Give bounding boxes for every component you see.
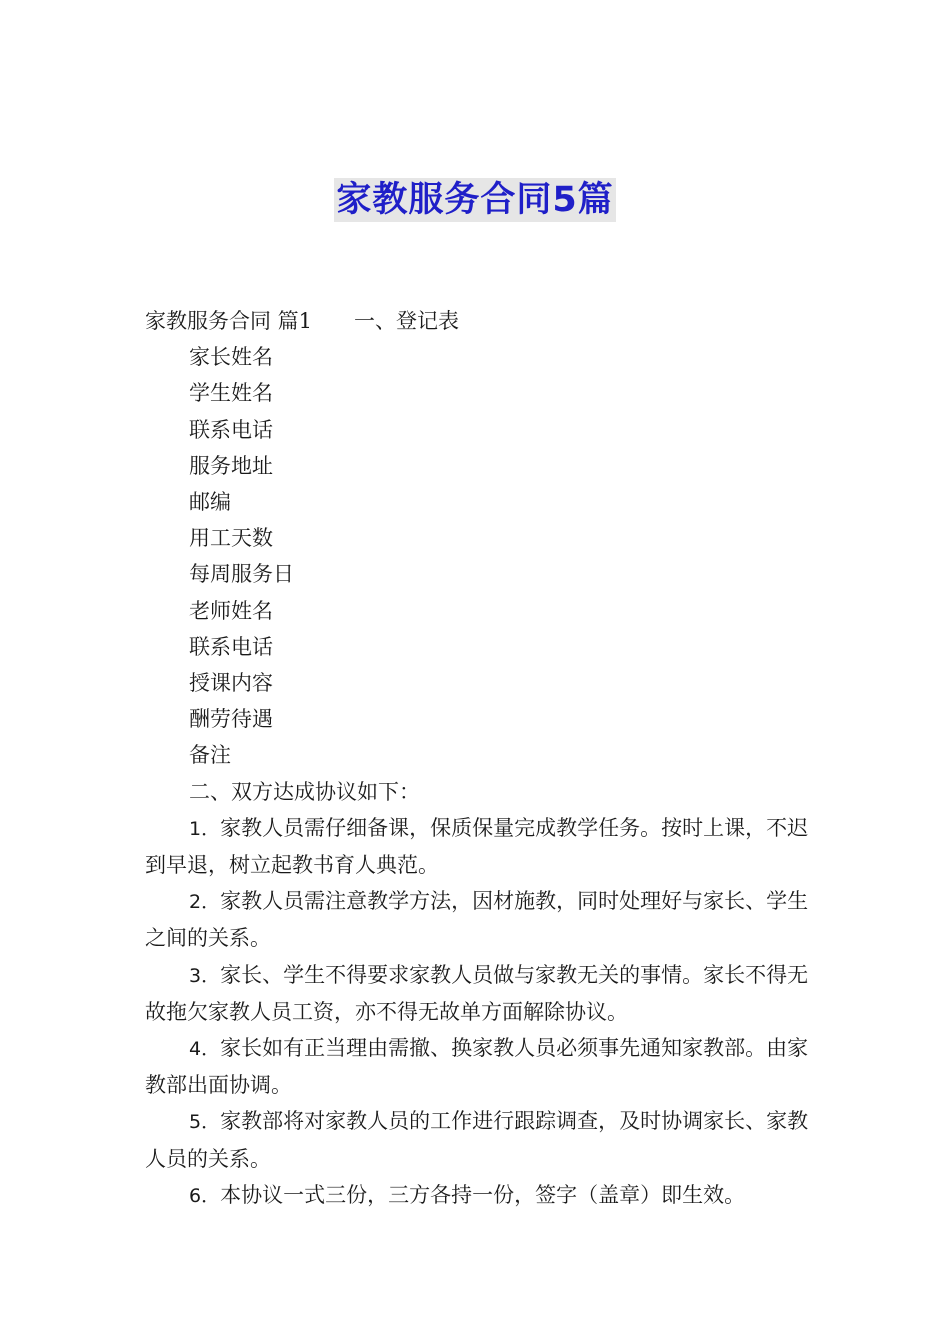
clause-paragraph — [145, 1177, 810, 1214]
clause-number: 5． — [189, 1111, 221, 1134]
clause-text: 本协议一式三份，三方各持一份，签字（盖章）即生效。 — [220, 1182, 746, 1207]
registration-field: 家长姓名 — [189, 345, 273, 370]
registration-field: 联系电话 — [189, 634, 273, 659]
clause-number: 1． — [189, 817, 221, 840]
registration-field: 学生姓名 — [189, 381, 273, 406]
registration-heading: 一、登记表 — [354, 309, 460, 333]
registration-field: 授课内容 — [189, 671, 273, 696]
clause-number: 6． — [189, 1184, 221, 1207]
clause-paragraph — [145, 957, 810, 1030]
clause-text: 家长、学生不得要求家教人员做与家教无关的事情。家长不得无故拖欠家教人员工资，亦不得无故单方面解除协议。 — [145, 962, 809, 1024]
registration-field: 老师姓名 — [189, 598, 273, 623]
agreement-heading: 二、双方达成协议如下： — [189, 779, 420, 804]
clause-text: 家教人员需仔细备课，保质保量完成教学任务。按时上课，不迟到早退，树立起教书育人典范。 — [145, 815, 809, 878]
clause-paragraph — [145, 883, 810, 956]
section-heading: 家教服务合同 篇1 — [145, 309, 313, 333]
clause-number: 2． — [189, 891, 221, 914]
registration-field: 备注 — [189, 743, 231, 768]
registration-field: 用工天数 — [189, 526, 273, 551]
registration-list — [145, 339, 810, 773]
document-body — [145, 303, 810, 1214]
registration-field: 酬劳待遇 — [189, 707, 273, 732]
clause-text: 家长如有正当理由需撤、换家教人员必须事先通知家教部。由家教部出面协调。 — [145, 1036, 809, 1098]
section-heading-line — [145, 303, 810, 339]
clause-number: 3． — [189, 964, 221, 987]
clause-paragraph — [145, 1030, 810, 1103]
registration-field: 联系电话 — [189, 417, 273, 442]
clause-text: 家教人员需注意教学方法，因材施教，同时处理好与家长、学生之间的关系。 — [145, 889, 809, 951]
clause-text: 家教部将对家教人员的工作进行跟踪调查，及时协调家长、家教人员的关系。 — [145, 1109, 809, 1171]
registration-field: 每周服务日 — [189, 562, 294, 587]
registration-field: 邮编 — [189, 490, 231, 515]
page-title: 家教服务合同5篇 — [336, 180, 614, 220]
clause-paragraph — [145, 1103, 810, 1176]
title-container — [0, 178, 950, 222]
clause-number: 4． — [189, 1038, 221, 1061]
registration-field: 服务地址 — [189, 453, 273, 478]
clause-paragraph — [145, 810, 810, 883]
